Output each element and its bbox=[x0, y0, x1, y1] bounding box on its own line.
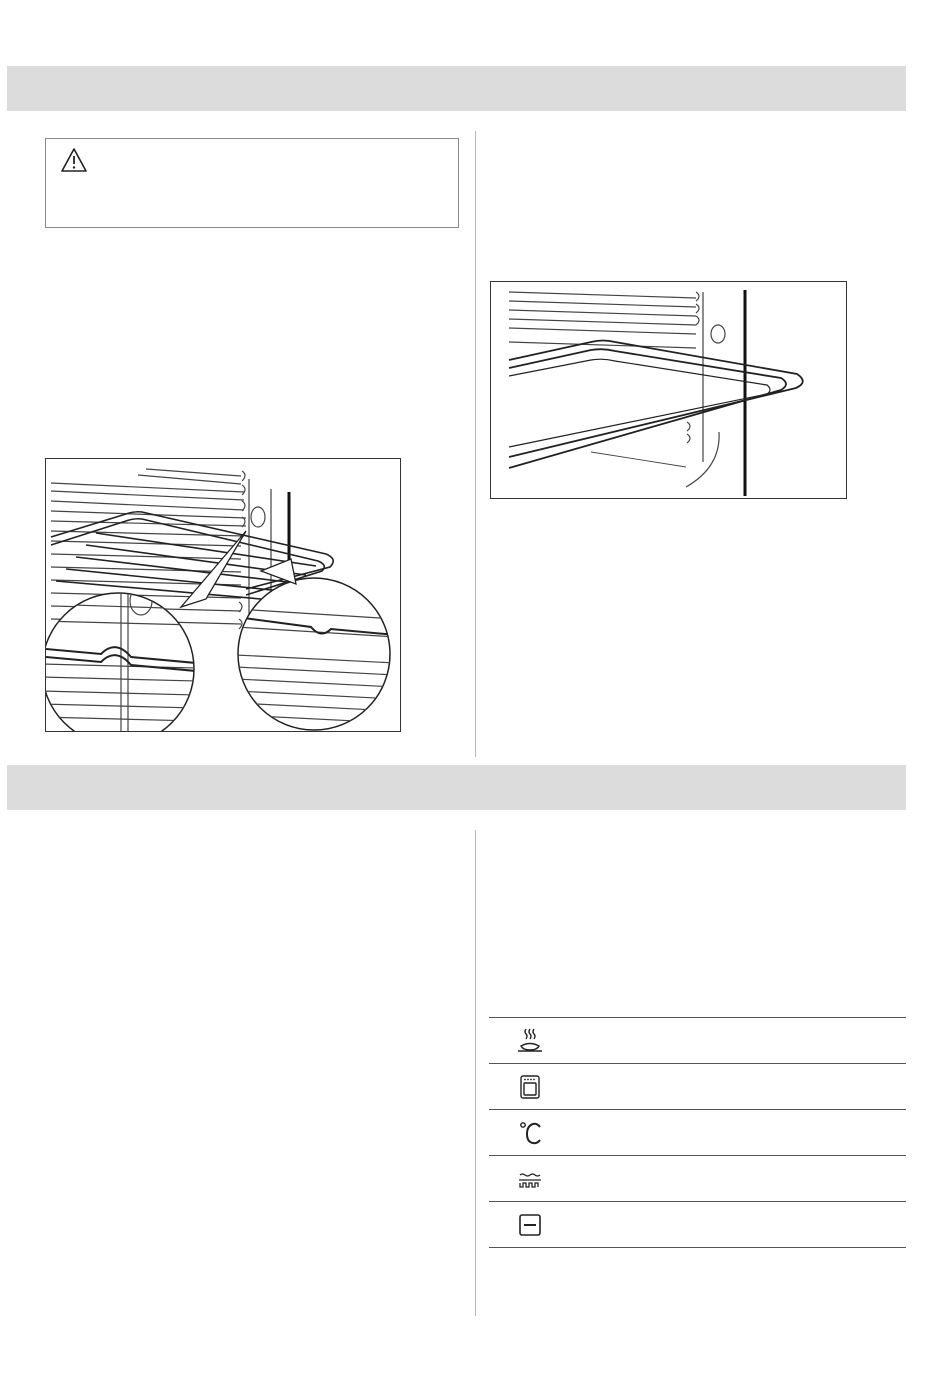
table-row bbox=[489, 1063, 906, 1109]
table-row bbox=[489, 1155, 906, 1201]
table-row bbox=[489, 1109, 906, 1155]
wire-shelf-illustration bbox=[45, 458, 401, 732]
celsius-icon bbox=[515, 1118, 545, 1148]
minus-button-icon bbox=[515, 1210, 545, 1240]
column-divider bbox=[475, 830, 476, 1316]
section-header-band bbox=[7, 66, 906, 111]
section-header-band bbox=[7, 765, 906, 810]
oven-icon bbox=[515, 1072, 545, 1102]
bottom-heat-icon bbox=[515, 1164, 545, 1194]
table-row bbox=[489, 1201, 906, 1248]
warning-box bbox=[45, 138, 459, 228]
defrost-icon bbox=[515, 1026, 545, 1056]
table-row bbox=[489, 1017, 906, 1063]
tray-illustration bbox=[490, 281, 847, 499]
function-symbol-table bbox=[489, 1017, 906, 1248]
column-divider bbox=[475, 131, 476, 757]
warning-triangle-icon bbox=[60, 147, 88, 178]
